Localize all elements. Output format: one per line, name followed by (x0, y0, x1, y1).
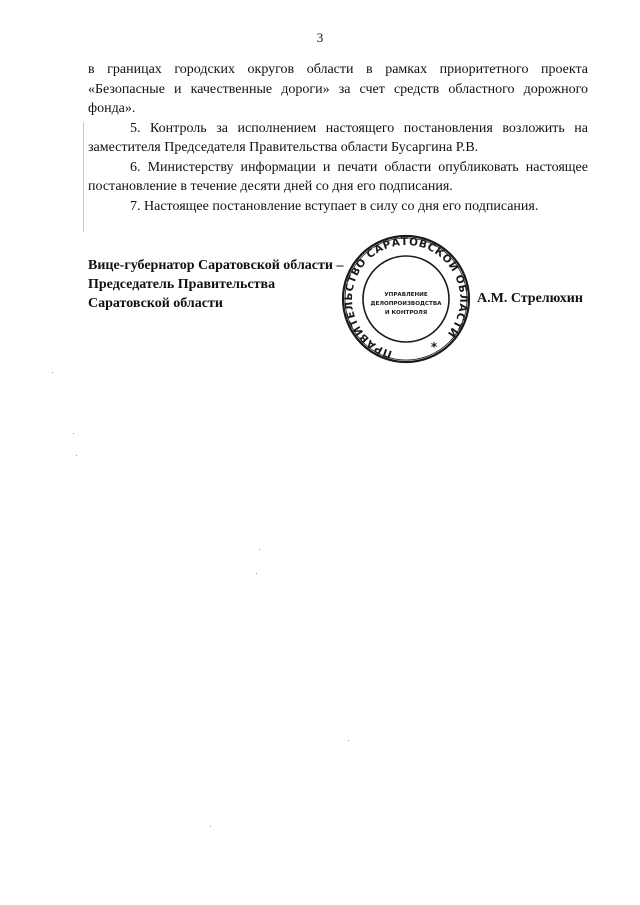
seal-inner-line-2: ДЕЛОПРОИЗВОДСТВА (370, 301, 442, 307)
signer-name: А.М. Стрелюхин (477, 291, 583, 306)
seal-graphic (340, 233, 472, 365)
signer-title-line-3: Саратовской области (88, 296, 223, 311)
paragraph-item-5: 5. Контроль за исполнением настоящего постановления возложить на заместителя Председателя Правительства области Бусаргина Р.В. (88, 120, 588, 155)
seal-inner-line-1: УПРАВЛЕНИЕ (384, 292, 428, 298)
paragraph-continuation: в границах городских округов области в рамках приоритетного проекта «Безопасные и качественные дороги» за счет средств областного дорожного фонда». (88, 62, 588, 116)
seal-inner-line-3: И КОНТРОЛЯ (384, 310, 428, 316)
scan-speck (52, 372, 53, 373)
seal-star: * (430, 340, 438, 354)
official-seal (340, 233, 472, 365)
paragraph-item-7: 7. Настоящее постановление вступает в силу со дня его подписания. (130, 198, 539, 214)
scan-speck (259, 549, 260, 550)
scan-speck (348, 740, 349, 741)
body-text (88, 60, 588, 216)
seal-inner-ring (363, 256, 449, 342)
signature-block (88, 256, 378, 313)
scan-speck (256, 573, 257, 574)
page-number: 3 (316, 30, 324, 45)
signer-title-line-2: Председатель Правительства (88, 277, 276, 292)
margin-line (83, 122, 84, 232)
scan-speck (73, 433, 74, 434)
signer-title-line-1: Вице-губернатор Саратовской области – (88, 258, 344, 273)
scan-speck (210, 826, 211, 827)
paragraph-item-6: 6. Министерству информации и печати области опубликовать настоящее постановление в течение десяти дней со дня его подписания. (88, 159, 588, 194)
scan-speck (76, 455, 77, 456)
seal-outer-text: ПРАВИТЕЛЬСТВО САРАТОВСКОЙ ОБЛАСТИ (342, 235, 470, 361)
